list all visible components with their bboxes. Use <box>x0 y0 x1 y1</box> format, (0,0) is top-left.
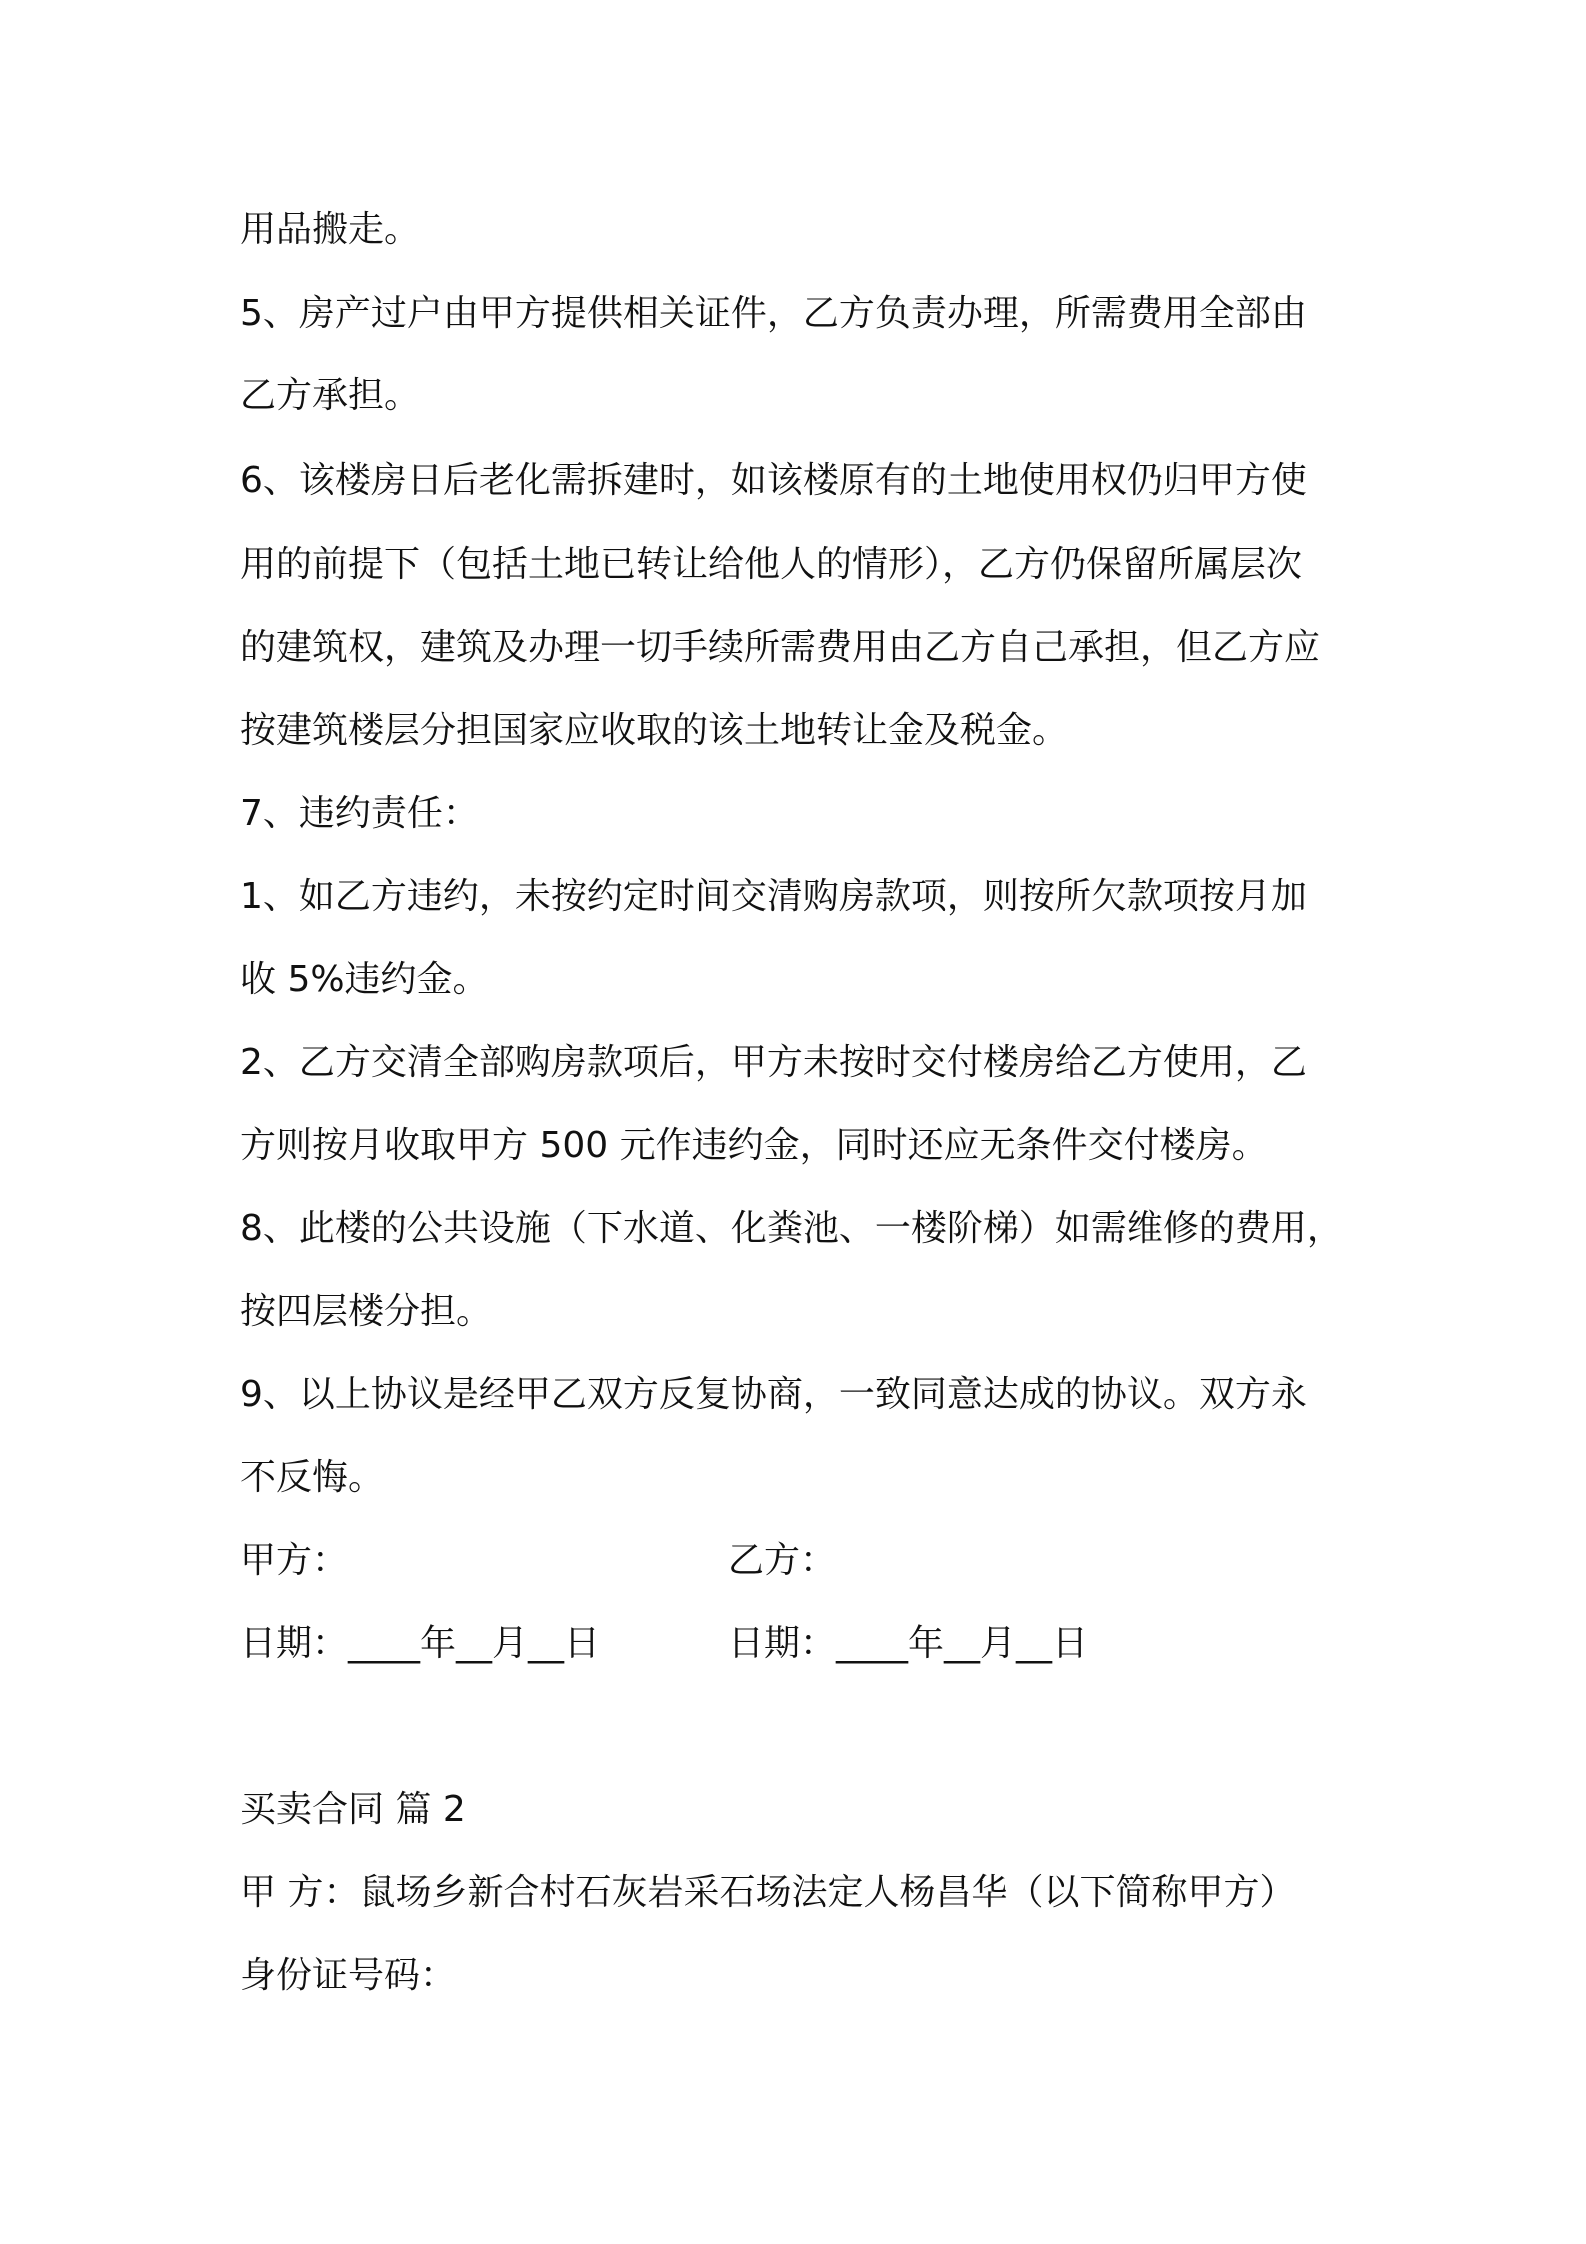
text-line: 用的前提下（包括土地已转让给他人的情形），乙方仍保留所属层次 <box>240 544 1303 585</box>
subclause-2: 2、乙方交清全部购房款项后，甲方未按时交付楼房给乙方使用，乙 <box>240 1042 1307 1083</box>
text-line: 方则按月收取甲方 500 元作违约金，同时还应无条件交付楼房。 <box>240 1125 1268 1166</box>
id-number-label: 身份证号码： <box>240 1955 457 1996</box>
text-line: 按四层楼分担。 <box>240 1291 493 1332</box>
text-line: 不反悔。 <box>240 1457 385 1498</box>
text-line: 按建筑楼层分担国家应收取的该土地转让金及税金。 <box>240 710 1069 751</box>
signature-date-b: 日期：____年__月__日 <box>728 1623 1089 1664</box>
signature-party-b: 乙方： <box>728 1540 837 1581</box>
signature-party-a: 甲方： <box>240 1540 349 1581</box>
clause-8: 8、此楼的公共设施（下水道、化粪池、一楼阶梯）如需维修的费用， <box>240 1208 1343 1249</box>
section-title: 买卖合同 篇 2 <box>240 1789 466 1830</box>
text-line: 乙方承担。 <box>240 375 421 416</box>
text-line: 用品搬走。 <box>240 209 421 250</box>
signature-date-a: 日期：____年__月__日 <box>240 1623 601 1664</box>
clause-7-heading: 7、违约责任： <box>240 793 479 834</box>
subclause-1: 1、如乙方违约，未按约定时间交清购房款项，则按所欠款项按月加 <box>240 876 1307 917</box>
clause-9: 9、以上协议是经甲乙双方反复协商，一致同意达成的协议。双方永 <box>240 1374 1307 1415</box>
text-line: 收 5%违约金。 <box>240 959 489 1000</box>
party-a-line: 甲 方：鼠场乡新合村石灰岩采石场法定人杨昌华（以下简称甲方） <box>240 1872 1296 1913</box>
text-line: 的建筑权，建筑及办理一切手续所需费用由乙方自己承担，但乙方应 <box>240 627 1321 668</box>
clause-6: 6、该楼房日后老化需拆建时，如该楼原有的土地使用权仍归甲方使 <box>240 460 1307 501</box>
clause-5: 5、房产过户由甲方提供相关证件，乙方负责办理，所需费用全部由 <box>240 293 1307 334</box>
